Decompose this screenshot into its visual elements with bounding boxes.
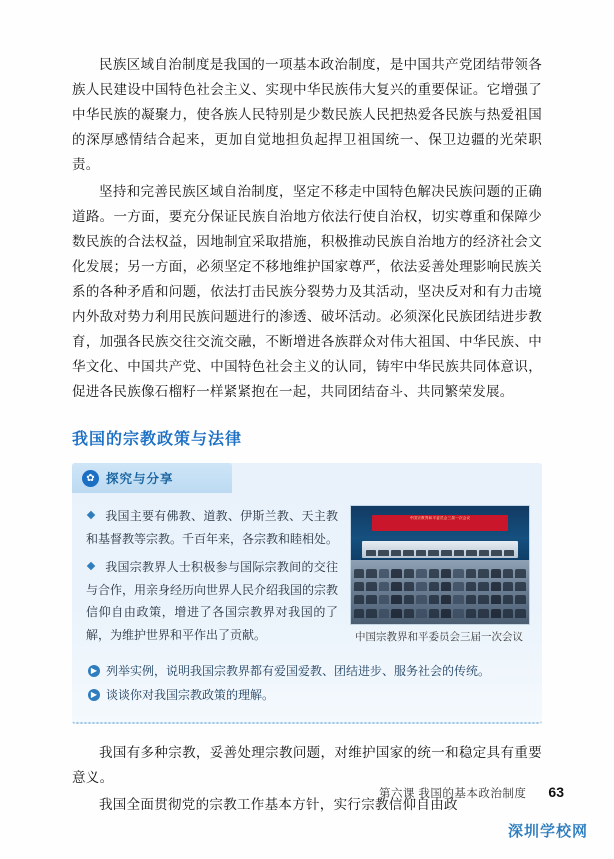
activity-questions bbox=[88, 660, 528, 706]
photo-stage-people bbox=[362, 550, 519, 556]
photo-banner-text: 中国宗教界和平委员会三届一次会议 bbox=[409, 516, 471, 521]
activity-title: 探究与分享 bbox=[106, 472, 174, 486]
page-number: 63 bbox=[548, 784, 564, 800]
activity-paragraph-1 bbox=[86, 505, 338, 550]
play-triangle-icon: ▶ bbox=[88, 665, 100, 677]
question-item bbox=[88, 660, 528, 682]
activity-body bbox=[72, 493, 542, 652]
paragraph-4: 我国全面贯彻党的宗教工作基本方针，实行宗教信仰自由政 bbox=[99, 797, 458, 812]
watermark: 深圳学校网 bbox=[507, 823, 588, 840]
photo-banner bbox=[372, 515, 507, 530]
activity-figure bbox=[350, 505, 528, 652]
activity-box bbox=[72, 463, 542, 724]
explore-icon: ✿ bbox=[82, 470, 99, 487]
photo-stage bbox=[362, 541, 519, 558]
activity-paragraph-2 bbox=[86, 556, 338, 646]
question-text: 列举实例，说明我国宗教界都有爱国爱教、团结进步、服务社会的传统。 bbox=[106, 664, 491, 678]
paragraph-2: 坚持和完善民族区域自治制度，坚定不移走中国特色解决民族问题的正确道路。一方面，要充分保证民族自治地方依法行使自治权，切实尊重和保障少数民族的合法权益，因地制宜采取措施，积极推动民族自治地方的经济社会文化发展；另一方面，必须坚定不移地维护国家尊严，依法妥善处理影响民族关系的各种矛盾和问题，依法打击民族分裂势力及其活动，坚决反对和有力击境内外敌对势力利用民族问题进行的渗透、破坏活动。必须深化民族团结进步教育，加强各民族交往交流交融，不断增进各族群众对伟大祖国、中华民族、中华文化、中国共产党、中国特色社会主义的认同，铸牢中华民族共同体意识，促进各民族像石榴籽一样紧紧抱在一起，共同团结奋斗、共同繁荣发展。 bbox=[72, 184, 542, 399]
play-triangle-icon: ▶ bbox=[88, 689, 100, 701]
figure-caption: 中国宗教界和平委员会三届一次会议 bbox=[355, 632, 523, 643]
question-item bbox=[88, 684, 528, 706]
activity-text-column bbox=[86, 505, 338, 652]
conference-photo bbox=[350, 505, 530, 625]
paragraph-3: 我国有多种宗教，妥善处理宗教问题，对维护国家的统一和稳定具有重要意义。 bbox=[72, 745, 542, 785]
activity-paragraph-2-text: 我国宗教界人士积极参与国际宗教间的交往与合作，用亲身经历向世界人民介绍我国的宗教信仰自由政策，增进了各国宗教界对我国的了解，为维护世界和平作出了贡献。 bbox=[86, 560, 339, 642]
paragraph-1: 民族区域自治制度是我国的一项基本政治制度，是中国共产党团结带领各族人民建设中国特色社会主义、实现中华民族伟大复兴的重要保证。它增强了中华民族的凝聚力，使各族人民特别是少数民族人民把热爱各民族与热爱祖国的深厚感情结合起来，更加自觉地担负起捍卫祖国统一、保卫边疆的光荣职责。 bbox=[72, 57, 542, 172]
page-content bbox=[72, 52, 542, 819]
page-footer bbox=[72, 784, 564, 801]
diamond-bullet-icon bbox=[87, 562, 95, 570]
question-text: 谈谈你对我国宗教政策的理解。 bbox=[106, 688, 275, 702]
activity-paragraph-1-text: 我国主要有佛教、道教、伊斯兰教、天主教和基督教等宗教。千百年来，各宗教和睦相处。 bbox=[86, 509, 339, 546]
photo-audience bbox=[351, 563, 529, 624]
activity-header bbox=[72, 463, 232, 493]
footer-chapter-title: 第六课 我国的基本政治制度 bbox=[379, 788, 527, 800]
diamond-bullet-icon bbox=[87, 511, 95, 519]
section-heading: 我国的宗教政策与法律 bbox=[72, 431, 243, 448]
